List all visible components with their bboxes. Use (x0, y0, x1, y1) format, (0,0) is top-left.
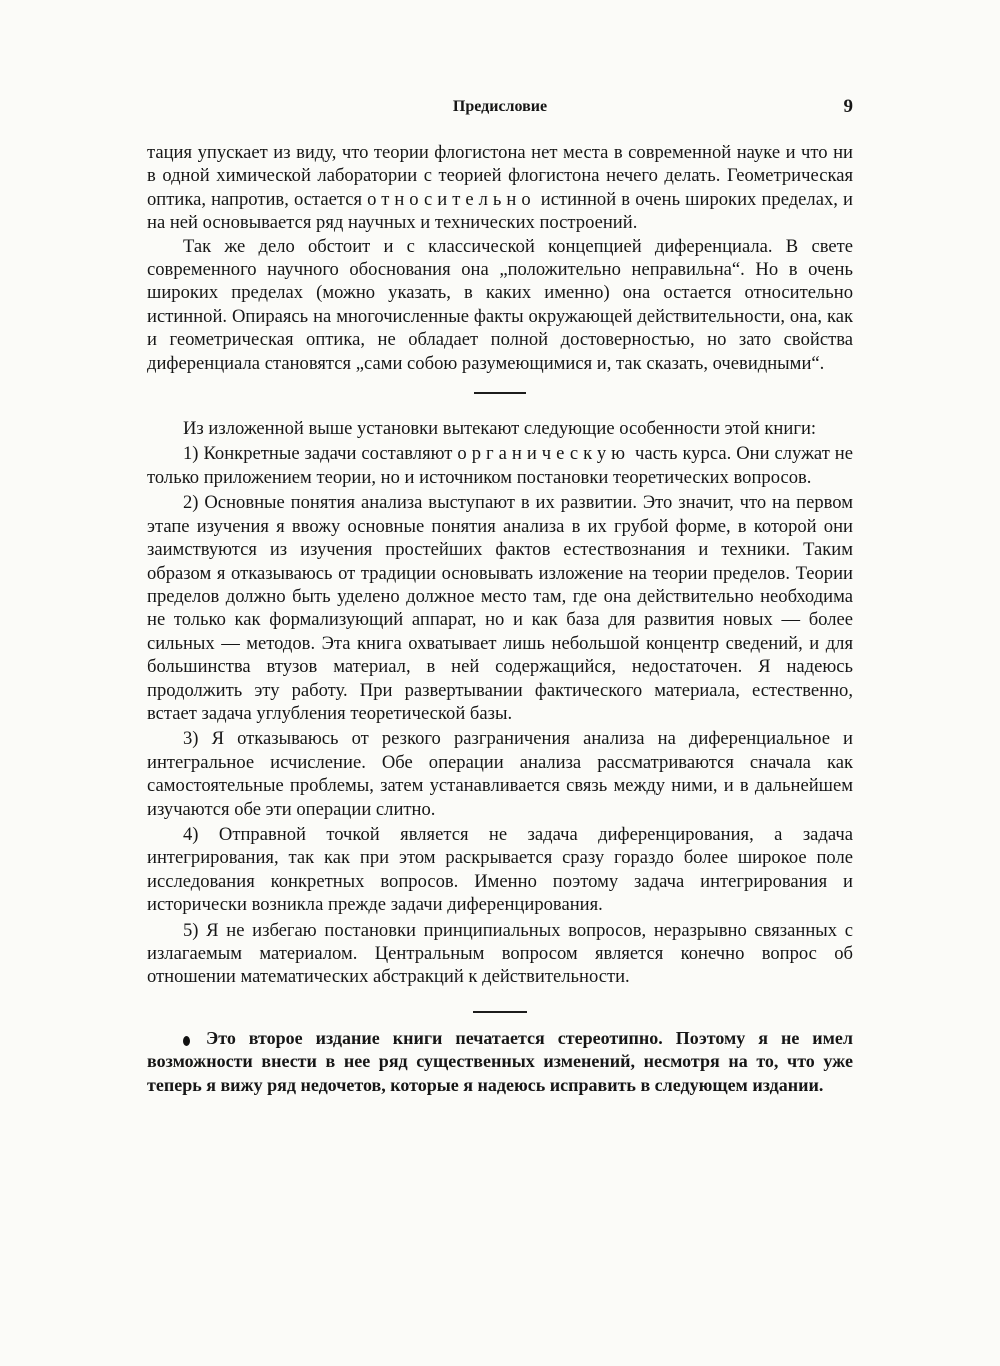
edition-note-text: Это второе издание книги печатается стереотипно. Поэтому я не имел возможности внести в нее ряд существенных изменений, несмотря на то, что уже теперь я вижу ряд недочетов, которые я надеюсь исправить в следующем издании. (147, 1027, 853, 1095)
list-item-4: 4) Отправной точкой является не задача диференцирования, а задача интегрирования, так как при этом раскрывается сразу гораздо более широкое поле исследования конкретных вопросов. Именно поэтому задача интегрирования и исторически возникла прежде задачи диференцирования. (147, 823, 853, 916)
page-header (147, 96, 853, 120)
section-divider (474, 392, 526, 394)
note-divider (473, 1011, 527, 1013)
running-title: Предисловие (452, 98, 548, 115)
page-body (147, 141, 853, 1097)
spaced-emphasis: органическую (457, 443, 631, 465)
spaced-emphasis: относительно (367, 188, 536, 210)
paragraph-continuation (147, 141, 853, 235)
paragraph-text: истинной в очень широких пределах, и на ней основывается ряд научных и технических построений. (147, 188, 853, 234)
list-item-2: 2) Основные понятия анализа выступают в их развитии. Это значит, что на первом этапе изучения я ввожу основные понятия анализа в их грубой форме, в которой они заимствуются из изучения простейших фактов естествознания и техники. Таким образом я отказываюсь от традиции основывать изложение на теории пределов. Теории пределов должно быть уделено должное место там, где она действительно необходима не только как формализующий аппарат, но и как база для развития новых — более сильных — методов. Эта книга охватывает лишь небольшой концентр сведений, и для большинства втузов материал, в ней содержащийся, недостаточен. Я надеюсь продолжить эту работу. При развертывании фактического материала, естественно, встает задача углубления теоретической базы. (147, 492, 853, 724)
page-number: 9 (843, 96, 853, 117)
list-item-1 (147, 442, 853, 489)
edition-note (147, 1027, 853, 1097)
paragraph-features-intro: Из изложенной выше установки вытекают следующие особенности этой книги: (183, 418, 817, 440)
list-item-5: 5) Я не избегаю постановки принципиальных вопросов, неразрывно связанных с излагаемым материалом. Центральным вопросом является конечно вопрос об отношении математических абстракций к действительности. (147, 919, 853, 988)
paragraph-text: тация упускает из виду, что теории флогистона нет места в современной науке и что ни в одной химической лаборатории с теорией флогистона нечего делать. Геометрическая оптика, напротив, остается (147, 142, 853, 210)
list-item-text: часть курса. Они служат не только приложением теории, но и источником постановки теоретических вопросов. (147, 443, 853, 488)
bullet-mark (183, 1036, 190, 1046)
list-item-3: 3) Я отказываюсь от резкого разграничения анализа на диференциальное и интегральное исчисление. Обе операции анализа рассматриваются сначала как самостоятельные проблемы, затем устанавливается связь между ними, и в дальнейшем изучаются обе эти операции слитно. (147, 728, 853, 820)
list-item-text: 1) Конкретные задачи составляют (183, 443, 453, 465)
paragraph-differential: Так же дело обстоит и с классической концепцией диференциала. В свете современного научного обоснования она „положительно неправильна“. Но в очень широких пределах (можно указать, в каких именно) она остается относительно истинной. Опираясь на многочисленные факты окружающей действительности, она, как и геометрическая оптика, не обладает полной достоверностью, но зато свойства диференциала становятся „сами собою разумеющимися и, так сказать, очевидными“. (147, 235, 853, 374)
